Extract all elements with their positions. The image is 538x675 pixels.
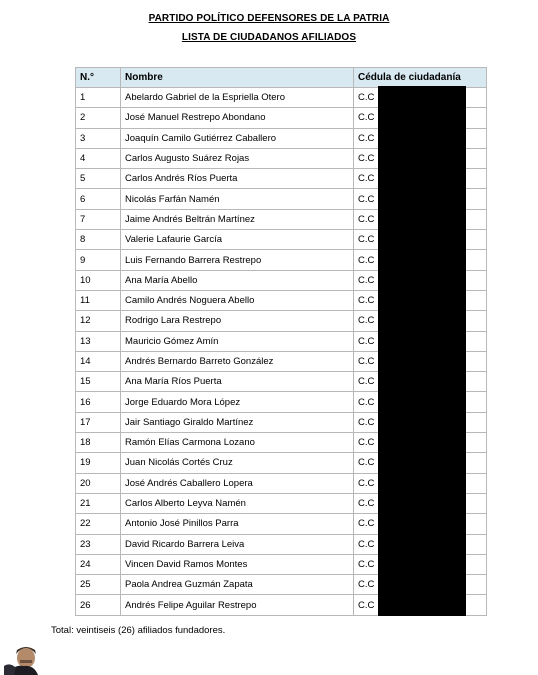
row-number: 25 xyxy=(76,575,121,595)
row-id-prefix: C.C xyxy=(354,230,487,250)
row-number: 3 xyxy=(76,128,121,148)
row-number: 15 xyxy=(76,372,121,392)
row-number: 6 xyxy=(76,189,121,209)
row-number: 13 xyxy=(76,331,121,351)
table-header-row xyxy=(76,68,487,88)
row-name: Joaquín Camilo Gutiérrez Caballero xyxy=(121,128,354,148)
row-number: 18 xyxy=(76,433,121,453)
row-number: 23 xyxy=(76,534,121,554)
row-id-prefix: C.C xyxy=(354,575,487,595)
row-number: 26 xyxy=(76,595,121,615)
row-name: Andrés Felipe Aguilar Restrepo xyxy=(121,595,354,615)
row-id-prefix: C.C xyxy=(354,148,487,168)
row-number: 12 xyxy=(76,311,121,331)
row-name: Ana María Abello xyxy=(121,270,354,290)
row-id-prefix: C.C xyxy=(354,128,487,148)
row-id-prefix: C.C xyxy=(354,392,487,412)
avatar-thumbnail xyxy=(2,640,42,675)
row-name: Abelardo Gabriel de la Espriella Otero xyxy=(121,88,354,108)
row-id-prefix: C.C xyxy=(354,209,487,229)
row-id-prefix: C.C xyxy=(354,473,487,493)
row-id-prefix: C.C xyxy=(354,311,487,331)
row-name: Mauricio Gómez Amín xyxy=(121,331,354,351)
row-id-prefix: C.C xyxy=(354,595,487,615)
row-number: 16 xyxy=(76,392,121,412)
row-number: 5 xyxy=(76,169,121,189)
row-name: Luis Fernando Barrera Restrepo xyxy=(121,250,354,270)
row-name: Carlos Augusto Suárez Rojas xyxy=(121,148,354,168)
document-title: PARTIDO POLÍTICO DEFENSORES DE LA PATRIA xyxy=(148,13,390,24)
row-number: 22 xyxy=(76,514,121,534)
row-name: Juan Nicolás Cortés Cruz xyxy=(121,453,354,473)
row-id-prefix: C.C xyxy=(354,514,487,534)
row-number: 11 xyxy=(76,290,121,310)
row-name: José Manuel Restrepo Abondano xyxy=(121,108,354,128)
row-name: Nicolás Farfán Namén xyxy=(121,189,354,209)
row-number: 4 xyxy=(76,148,121,168)
row-id-prefix: C.C xyxy=(354,108,487,128)
row-name: Andrés Bernardo Barreto González xyxy=(121,351,354,371)
row-id-prefix: C.C xyxy=(354,412,487,432)
row-name: Jaime Andrés Beltrán Martínez xyxy=(121,209,354,229)
row-id-prefix: C.C xyxy=(354,493,487,513)
row-name: José Andrés Caballero Lopera xyxy=(121,473,354,493)
row-id-prefix: C.C xyxy=(354,270,487,290)
row-name: Vincen David Ramos Montes xyxy=(121,554,354,574)
row-id-prefix: C.C xyxy=(354,290,487,310)
row-name: Paola Andrea Guzmán Zapata xyxy=(121,575,354,595)
row-name: Jair Santiago Giraldo Martínez xyxy=(121,412,354,432)
row-number: 8 xyxy=(76,230,121,250)
row-id-prefix: C.C xyxy=(354,433,487,453)
row-name: Valerie Lafaurie García xyxy=(121,230,354,250)
row-id-prefix: C.C xyxy=(354,331,487,351)
header-name: Nombre xyxy=(121,68,354,88)
row-number: 14 xyxy=(76,351,121,371)
row-number: 1 xyxy=(76,88,121,108)
row-id-prefix: C.C xyxy=(354,189,487,209)
document-subtitle: LISTA DE CIUDADANOS AFILIADOS xyxy=(181,32,357,43)
row-name: Rodrigo Lara Restrepo xyxy=(121,311,354,331)
row-id-prefix: C.C xyxy=(354,351,487,371)
header-number: N.° xyxy=(76,68,121,88)
redaction-bar xyxy=(378,86,466,616)
row-number: 21 xyxy=(76,493,121,513)
row-name: Ana María Ríos Puerta xyxy=(121,372,354,392)
row-id-prefix: C.C xyxy=(354,372,487,392)
row-number: 24 xyxy=(76,554,121,574)
row-id-prefix: C.C xyxy=(354,88,487,108)
row-name: Carlos Andrés Ríos Puerta xyxy=(121,169,354,189)
row-id-prefix: C.C xyxy=(354,250,487,270)
row-id-prefix: C.C xyxy=(354,169,487,189)
total-line: Total: veintiseis (26) afiliados fundadores. xyxy=(51,625,226,636)
row-name: Jorge Eduardo Mora López xyxy=(121,392,354,412)
row-number: 17 xyxy=(76,412,121,432)
row-id-prefix: C.C xyxy=(354,554,487,574)
row-id-prefix: C.C xyxy=(354,453,487,473)
row-number: 2 xyxy=(76,108,121,128)
row-name: Camilo Andrés Noguera Abello xyxy=(121,290,354,310)
row-name: Carlos Alberto Leyva Namén xyxy=(121,493,354,513)
row-number: 7 xyxy=(76,209,121,229)
header-id: Cédula de ciudadanía xyxy=(354,68,487,88)
row-number: 20 xyxy=(76,473,121,493)
person-photo-icon xyxy=(2,640,42,675)
row-name: David Ricardo Barrera Leiva xyxy=(121,534,354,554)
row-name: Ramón Elías Carmona Lozano xyxy=(121,433,354,453)
row-number: 10 xyxy=(76,270,121,290)
row-id-prefix: C.C xyxy=(354,534,487,554)
row-number: 19 xyxy=(76,453,121,473)
row-name: Antonio José Pinillos Parra xyxy=(121,514,354,534)
row-number: 9 xyxy=(76,250,121,270)
